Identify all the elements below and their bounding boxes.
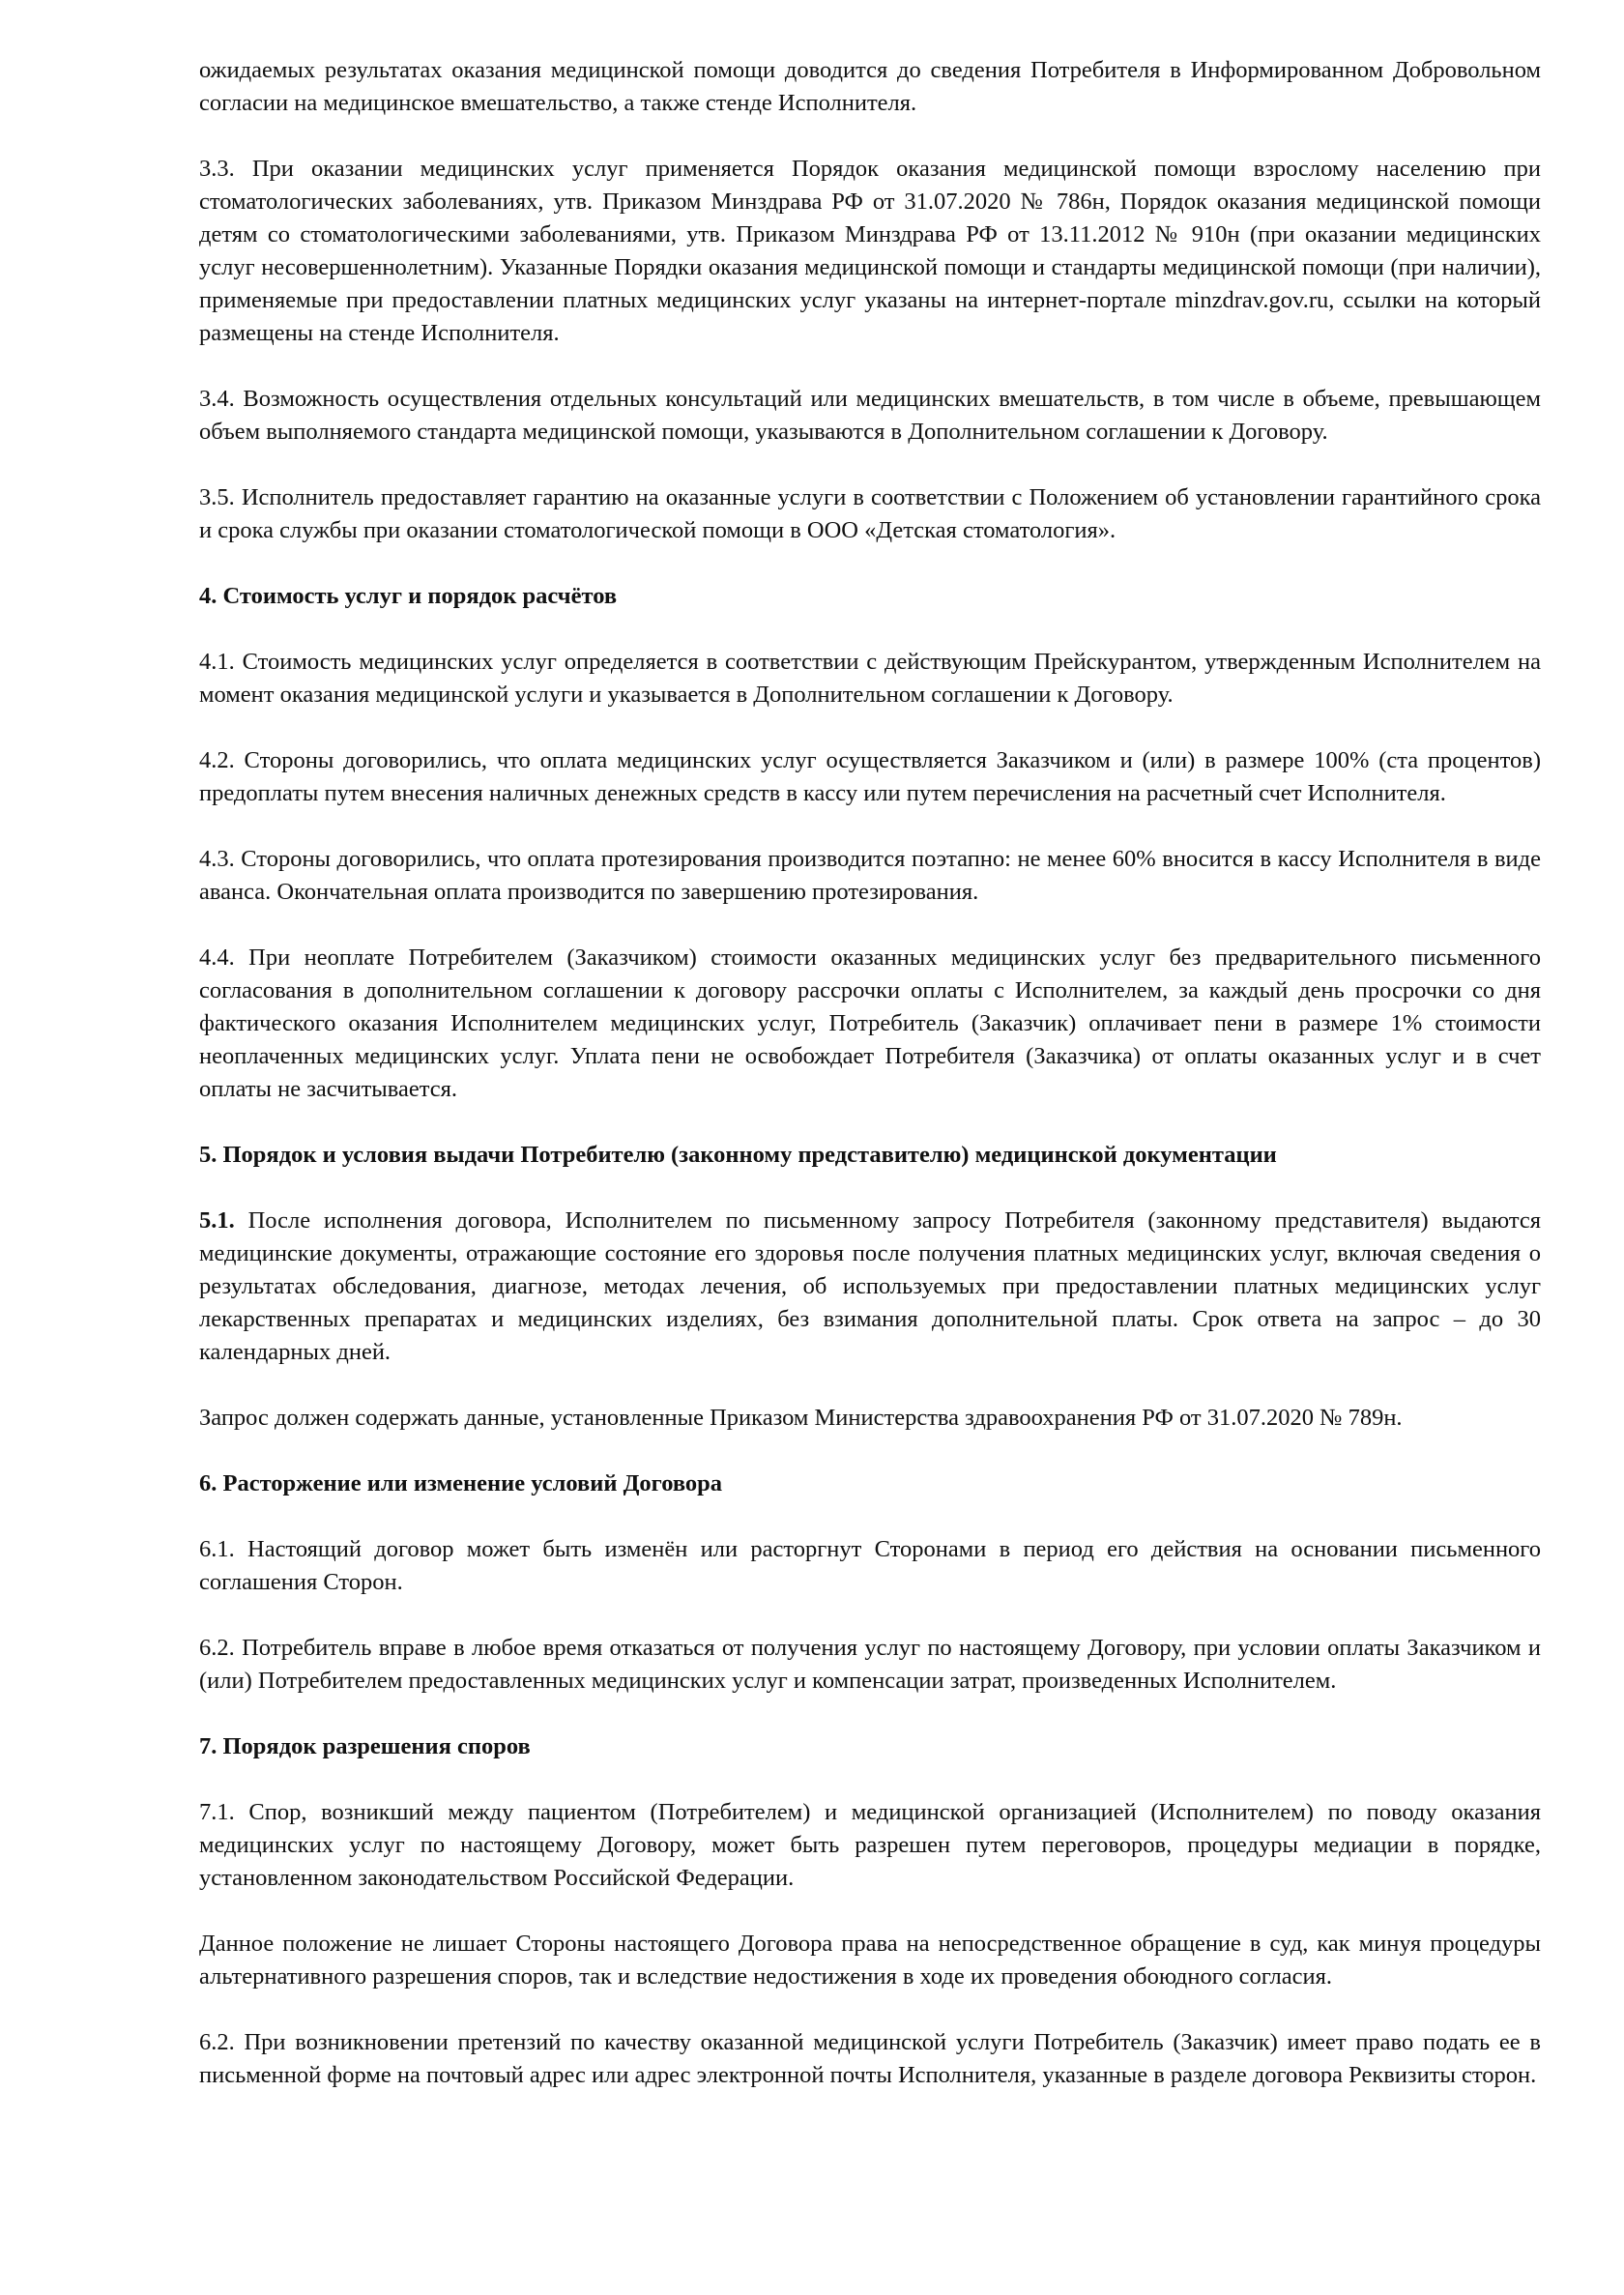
section-heading-4: 4. Стоимость услуг и порядок расчётов: [199, 583, 618, 609]
paragraph-4-1: 4.1. Стоимость медицинских услуг определяется в соответствии с действующим Прейскурантом, утвержденным Исполнителем на момент оказания медицинской услуги и указывается в Дополнительном соглашении к Договору.: [199, 649, 1541, 708]
section-heading-7: 7. Порядок разрешения споров: [199, 1733, 531, 1759]
paragraph-3-5: 3.5. Исполнитель предоставляет гарантию на оказанные услуги в соответствии с Положением об установлении гарантийного срока и срока службы при оказании стоматологической помощи в ООО «Детская стоматология».: [199, 484, 1541, 543]
paragraph-6-2: 6.2. Потребитель вправе в любое время отказаться от получения услуг по настоящему Договору, при условии оплаты Заказчиком и (или) Потребителем предоставленных медицинских услуг и компенсации затрат, произведенных Исполнителем.: [199, 1635, 1541, 1694]
paragraph-4-4: 4.4. При неоплате Потребителем (Заказчиком) стоимости оказанных медицинских услуг без предварительного письменного согласования в дополнительном соглашении к договору рассрочки оплаты с Исполнителем, за каждый день просрочки со дня фактического оказания Исполнителем медицинских услуг, Потребитель (Заказчик) оплачивает пени в размере 1% стоимости неоплаченных медицинских услуг. Уплата пени не освобождает Потребителя (Заказчика) от оплаты оказанных услуг и в счет оплаты не засчитывается.: [199, 944, 1541, 1102]
paragraph-3-4: 3.4. Возможность осуществления отдельных консультаций или медицинских вмешательств, в том числе в объеме, превышающем объем выполняемого стандарта медицинской помощи, указываются в Дополнительном соглашении к Договору.: [199, 386, 1541, 445]
paragraph-3-2-continuation: ожидаемых результатах оказания медицинской помощи доводится до сведения Потребителя в Информированном Добровольном согласии на медицинское вмешательство, а также стенде Исполнителя.: [199, 57, 1541, 116]
paragraph-claims: 6.2. При возникновении претензий по качеству оказанной медицинской услуги Потребитель (Заказчик) имеет право подать ее в письменной форме на почтовый адрес или адрес электронной почты Исполнителя, указанные в разделе договора Реквизиты сторон.: [199, 2029, 1541, 2088]
paragraph-4-3: 4.3. Стороны договорились, что оплата протезирования производится поэтапно: не менее 60% вносится в кассу Исполнителя в виде аванса. Окончательная оплата производится по завершению протезирования.: [199, 846, 1541, 905]
paragraph-4-2: 4.2. Стороны договорились, что оплата медицинских услуг осуществляется Заказчиком и (или) в размере 100% (ста процентов) предоплаты путем внесения наличных денежных средств в кассу или путем перечисления на расчетный счет Исполнителя.: [199, 747, 1541, 806]
paragraph-5-1-text: После исполнения договора, Исполнителем по письменному запросу Потребителя (законному представителя) выдаются медицинские документы, отражающие состояние его здоровья после получения платных медицинских услуг, включая сведения о результатах обследования, диагнозе, методах лечения, об используемых при предоставлении платных медицинских услуг лекарственных препаратах и медицинских изделиях, без взимания дополнительной платы. Срок ответа на запрос – до 30 календарных дней.: [199, 1207, 1541, 1365]
section-heading-6: 6. Расторжение или изменение условий Договора: [199, 1470, 723, 1496]
paragraph-5-1: [199, 1205, 1541, 1369]
paragraph-5-1-number: 5.1.: [199, 1207, 235, 1234]
paragraph-7-1: 7.1. Спор, возникший между пациентом (Потребителем) и медицинской организацией (Исполнителем) по поводу оказания медицинских услуг по настоящему Договору, может быть разрешен путем переговоров, процедуры медиации в порядке, установленном законодательством Российской Федерации.: [199, 1799, 1541, 1891]
paragraph-6-1: 6.1. Настоящий договор может быть изменён или расторгнут Сторонами в период его действия на основании письменного соглашения Сторон.: [199, 1536, 1541, 1595]
document-page: [199, 54, 1541, 2125]
paragraph-3-3: 3.3. При оказании медицинских услуг применяется Порядок оказания медицинской помощи взрослому населению при стоматологических заболеваниях, утв. Приказом Минздрава РФ от 31.07.2020 № 786н, Порядок оказания медицинской помощи детям со стоматологическими заболеваниями, утв. Приказом Минздрава РФ от 13.11.2012 № 910н (при оказании медицинских услуг несовершеннолетним). Указанные Порядки оказания медицинской помощи и стандарты медицинской помощи (при наличии), применяемые при предоставлении платных медицинских услуг указаны на интернет-портале minzdrav.gov.ru, ссылки на который размещены на стенде Исполнителя.: [199, 156, 1541, 346]
section-heading-5: 5. Порядок и условия выдачи Потребителю (законному представителю) медицинской документации: [199, 1142, 1277, 1168]
paragraph-7-1-continuation: Данное положение не лишает Стороны настоящего Договора права на непосредственное обращение в суд, как минуя процедуры альтернативного разрешения споров, так и вследствие недостижения в ходе их проведения обоюдного согласия.: [199, 1931, 1541, 1990]
paragraph-5-request: Запрос должен содержать данные, установленные Приказом Министерства здравоохранения РФ от 31.07.2020 № 789н.: [199, 1405, 1403, 1431]
